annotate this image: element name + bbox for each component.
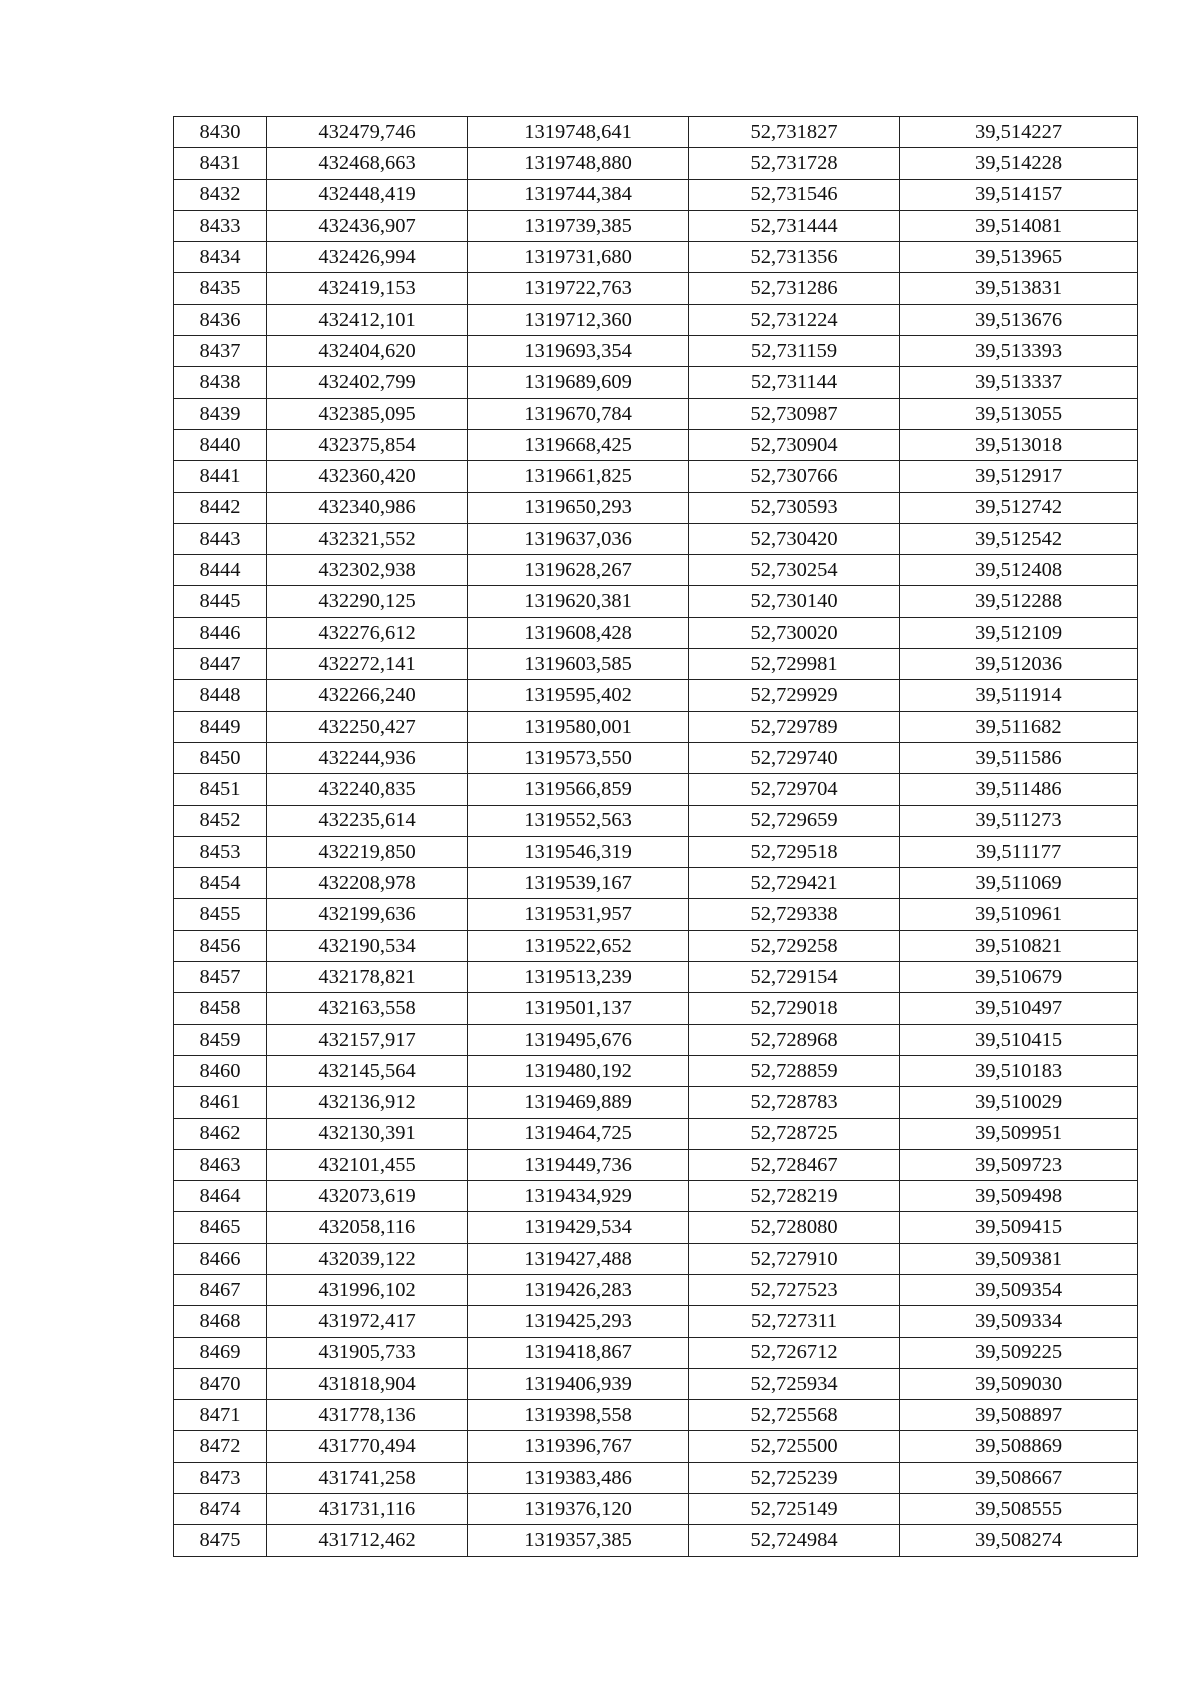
table-row — [174, 1181, 1138, 1212]
latitude-cell: 52,728080 — [689, 1212, 900, 1243]
y-coordinate-cell: 1319661,825 — [468, 461, 689, 492]
table-row — [174, 1212, 1138, 1243]
table-row — [174, 1337, 1138, 1368]
point-number-cell: 8448 — [174, 680, 267, 711]
latitude-cell: 52,729154 — [689, 962, 900, 993]
latitude-cell: 52,725500 — [689, 1431, 900, 1462]
point-number-cell: 8458 — [174, 993, 267, 1024]
longitude-cell: 39,510821 — [900, 930, 1138, 961]
x-coordinate-cell: 432240,835 — [267, 774, 468, 805]
y-coordinate-cell: 1319546,319 — [468, 836, 689, 867]
y-coordinate-cell: 1319464,725 — [468, 1118, 689, 1149]
x-coordinate-cell: 432190,534 — [267, 930, 468, 961]
point-number-cell: 8470 — [174, 1368, 267, 1399]
x-coordinate-cell: 432448,419 — [267, 179, 468, 210]
table-row — [174, 993, 1138, 1024]
table-row — [174, 336, 1138, 367]
point-number-cell: 8468 — [174, 1306, 267, 1337]
longitude-cell: 39,513018 — [900, 429, 1138, 460]
table-row — [174, 492, 1138, 523]
y-coordinate-cell: 1319469,889 — [468, 1087, 689, 1118]
longitude-cell: 39,512288 — [900, 586, 1138, 617]
longitude-cell: 39,510029 — [900, 1087, 1138, 1118]
y-coordinate-cell: 1319426,283 — [468, 1274, 689, 1305]
point-number-cell: 8461 — [174, 1087, 267, 1118]
longitude-cell: 39,511486 — [900, 774, 1138, 805]
x-coordinate-cell: 432250,427 — [267, 711, 468, 742]
x-coordinate-cell: 432073,619 — [267, 1181, 468, 1212]
point-number-cell: 8475 — [174, 1525, 267, 1556]
longitude-cell: 39,509723 — [900, 1149, 1138, 1180]
latitude-cell: 52,731728 — [689, 148, 900, 179]
table-row — [174, 273, 1138, 304]
longitude-cell: 39,508667 — [900, 1462, 1138, 1493]
latitude-cell: 52,729258 — [689, 930, 900, 961]
latitude-cell: 52,725568 — [689, 1400, 900, 1431]
x-coordinate-cell: 431741,258 — [267, 1462, 468, 1493]
longitude-cell: 39,513337 — [900, 367, 1138, 398]
table-row — [174, 899, 1138, 930]
x-coordinate-cell: 432290,125 — [267, 586, 468, 617]
latitude-cell: 52,728725 — [689, 1118, 900, 1149]
longitude-cell: 39,509225 — [900, 1337, 1138, 1368]
x-coordinate-cell: 432276,612 — [267, 617, 468, 648]
point-number-cell: 8474 — [174, 1494, 267, 1525]
table-row — [174, 117, 1138, 148]
y-coordinate-cell: 1319539,167 — [468, 868, 689, 899]
longitude-cell: 39,511069 — [900, 868, 1138, 899]
point-number-cell: 8430 — [174, 117, 267, 148]
latitude-cell: 52,728467 — [689, 1149, 900, 1180]
table-row — [174, 304, 1138, 335]
latitude-cell: 52,726712 — [689, 1337, 900, 1368]
latitude-cell: 52,729659 — [689, 805, 900, 836]
y-coordinate-cell: 1319406,939 — [468, 1368, 689, 1399]
x-coordinate-cell: 432058,116 — [267, 1212, 468, 1243]
longitude-cell: 39,512036 — [900, 649, 1138, 680]
latitude-cell: 52,727910 — [689, 1243, 900, 1274]
latitude-cell: 52,729518 — [689, 836, 900, 867]
y-coordinate-cell: 1319429,534 — [468, 1212, 689, 1243]
y-coordinate-cell: 1319693,354 — [468, 336, 689, 367]
y-coordinate-cell: 1319566,859 — [468, 774, 689, 805]
latitude-cell: 52,729981 — [689, 649, 900, 680]
longitude-cell: 39,509030 — [900, 1368, 1138, 1399]
longitude-cell: 39,512917 — [900, 461, 1138, 492]
longitude-cell: 39,508555 — [900, 1494, 1138, 1525]
y-coordinate-cell: 1319513,239 — [468, 962, 689, 993]
point-number-cell: 8431 — [174, 148, 267, 179]
point-number-cell: 8473 — [174, 1462, 267, 1493]
latitude-cell: 52,731159 — [689, 336, 900, 367]
point-number-cell: 8433 — [174, 210, 267, 241]
table-row — [174, 586, 1138, 617]
table-row — [174, 1494, 1138, 1525]
x-coordinate-cell: 432404,620 — [267, 336, 468, 367]
x-coordinate-cell: 432136,912 — [267, 1087, 468, 1118]
y-coordinate-cell: 1319650,293 — [468, 492, 689, 523]
table-row — [174, 1400, 1138, 1431]
y-coordinate-cell: 1319449,736 — [468, 1149, 689, 1180]
x-coordinate-cell: 432479,746 — [267, 117, 468, 148]
longitude-cell: 39,509498 — [900, 1181, 1138, 1212]
longitude-cell: 39,512109 — [900, 617, 1138, 648]
point-number-cell: 8445 — [174, 586, 267, 617]
table-row — [174, 868, 1138, 899]
table-row — [174, 680, 1138, 711]
point-number-cell: 8464 — [174, 1181, 267, 1212]
y-coordinate-cell: 1319739,385 — [468, 210, 689, 241]
latitude-cell: 52,730020 — [689, 617, 900, 648]
table-row — [174, 148, 1138, 179]
longitude-cell: 39,514081 — [900, 210, 1138, 241]
y-coordinate-cell: 1319722,763 — [468, 273, 689, 304]
latitude-cell: 52,731546 — [689, 179, 900, 210]
point-number-cell: 8453 — [174, 836, 267, 867]
latitude-cell: 52,727523 — [689, 1274, 900, 1305]
x-coordinate-cell: 432039,122 — [267, 1243, 468, 1274]
point-number-cell: 8442 — [174, 492, 267, 523]
latitude-cell: 52,730140 — [689, 586, 900, 617]
longitude-cell: 39,511914 — [900, 680, 1138, 711]
latitude-cell: 52,730987 — [689, 398, 900, 429]
table-row — [174, 711, 1138, 742]
y-coordinate-cell: 1319480,192 — [468, 1055, 689, 1086]
x-coordinate-cell: 432375,854 — [267, 429, 468, 460]
x-coordinate-cell: 432436,907 — [267, 210, 468, 241]
x-coordinate-cell: 432272,141 — [267, 649, 468, 680]
table-row — [174, 242, 1138, 273]
longitude-cell: 39,512742 — [900, 492, 1138, 523]
y-coordinate-cell: 1319383,486 — [468, 1462, 689, 1493]
table-row — [174, 210, 1138, 241]
point-number-cell: 8451 — [174, 774, 267, 805]
x-coordinate-cell: 432178,821 — [267, 962, 468, 993]
table-row — [174, 555, 1138, 586]
x-coordinate-cell: 432402,799 — [267, 367, 468, 398]
longitude-cell: 39,510497 — [900, 993, 1138, 1024]
x-coordinate-cell: 432426,994 — [267, 242, 468, 273]
y-coordinate-cell: 1319637,036 — [468, 523, 689, 554]
latitude-cell: 52,729018 — [689, 993, 900, 1024]
point-number-cell: 8446 — [174, 617, 267, 648]
point-number-cell: 8434 — [174, 242, 267, 273]
table-row — [174, 1274, 1138, 1305]
y-coordinate-cell: 1319573,550 — [468, 742, 689, 773]
x-coordinate-cell: 432130,391 — [267, 1118, 468, 1149]
x-coordinate-cell: 432412,101 — [267, 304, 468, 335]
x-coordinate-cell: 432340,986 — [267, 492, 468, 523]
longitude-cell: 39,508274 — [900, 1525, 1138, 1556]
point-number-cell: 8457 — [174, 962, 267, 993]
x-coordinate-cell: 431731,116 — [267, 1494, 468, 1525]
table-row — [174, 1368, 1138, 1399]
table-row — [174, 742, 1138, 773]
table-row — [174, 429, 1138, 460]
latitude-cell: 52,729421 — [689, 868, 900, 899]
x-coordinate-cell: 431770,494 — [267, 1431, 468, 1462]
longitude-cell: 39,509334 — [900, 1306, 1138, 1337]
latitude-cell: 52,728859 — [689, 1055, 900, 1086]
table-row — [174, 1525, 1138, 1556]
latitude-cell: 52,728219 — [689, 1181, 900, 1212]
point-number-cell: 8439 — [174, 398, 267, 429]
y-coordinate-cell: 1319434,929 — [468, 1181, 689, 1212]
point-number-cell: 8436 — [174, 304, 267, 335]
point-number-cell: 8465 — [174, 1212, 267, 1243]
longitude-cell: 39,513965 — [900, 242, 1138, 273]
latitude-cell: 52,730766 — [689, 461, 900, 492]
y-coordinate-cell: 1319357,385 — [468, 1525, 689, 1556]
x-coordinate-cell: 432208,978 — [267, 868, 468, 899]
x-coordinate-cell: 432157,917 — [267, 1024, 468, 1055]
y-coordinate-cell: 1319603,585 — [468, 649, 689, 680]
x-coordinate-cell: 432235,614 — [267, 805, 468, 836]
table-row — [174, 836, 1138, 867]
x-coordinate-cell: 432163,558 — [267, 993, 468, 1024]
y-coordinate-cell: 1319418,867 — [468, 1337, 689, 1368]
x-coordinate-cell: 431778,136 — [267, 1400, 468, 1431]
point-number-cell: 8432 — [174, 179, 267, 210]
table-row — [174, 1149, 1138, 1180]
table-row — [174, 962, 1138, 993]
x-coordinate-cell: 432468,663 — [267, 148, 468, 179]
point-number-cell: 8444 — [174, 555, 267, 586]
x-coordinate-cell: 431818,904 — [267, 1368, 468, 1399]
y-coordinate-cell: 1319552,563 — [468, 805, 689, 836]
latitude-cell: 52,725934 — [689, 1368, 900, 1399]
longitude-cell: 39,513055 — [900, 398, 1138, 429]
latitude-cell: 52,730904 — [689, 429, 900, 460]
point-number-cell: 8435 — [174, 273, 267, 304]
x-coordinate-cell: 432219,850 — [267, 836, 468, 867]
table-row — [174, 805, 1138, 836]
table-row — [174, 930, 1138, 961]
table-row — [174, 367, 1138, 398]
latitude-cell: 52,725149 — [689, 1494, 900, 1525]
table-row — [174, 774, 1138, 805]
y-coordinate-cell: 1319608,428 — [468, 617, 689, 648]
coordinates-table — [173, 116, 1138, 1557]
point-number-cell: 8438 — [174, 367, 267, 398]
latitude-cell: 52,731144 — [689, 367, 900, 398]
y-coordinate-cell: 1319425,293 — [468, 1306, 689, 1337]
point-number-cell: 8459 — [174, 1024, 267, 1055]
point-number-cell: 8455 — [174, 899, 267, 930]
longitude-cell: 39,511273 — [900, 805, 1138, 836]
point-number-cell: 8469 — [174, 1337, 267, 1368]
point-number-cell: 8471 — [174, 1400, 267, 1431]
latitude-cell: 52,730420 — [689, 523, 900, 554]
latitude-cell: 52,731827 — [689, 117, 900, 148]
coordinates-table-body — [174, 117, 1138, 1557]
point-number-cell: 8443 — [174, 523, 267, 554]
longitude-cell: 39,511586 — [900, 742, 1138, 773]
table-row — [174, 1243, 1138, 1274]
x-coordinate-cell: 432321,552 — [267, 523, 468, 554]
y-coordinate-cell: 1319712,360 — [468, 304, 689, 335]
latitude-cell: 52,731286 — [689, 273, 900, 304]
table-row — [174, 179, 1138, 210]
point-number-cell: 8447 — [174, 649, 267, 680]
y-coordinate-cell: 1319398,558 — [468, 1400, 689, 1431]
latitude-cell: 52,731444 — [689, 210, 900, 241]
longitude-cell: 39,513676 — [900, 304, 1138, 335]
latitude-cell: 52,729929 — [689, 680, 900, 711]
point-number-cell: 8466 — [174, 1243, 267, 1274]
y-coordinate-cell: 1319531,957 — [468, 899, 689, 930]
y-coordinate-cell: 1319595,402 — [468, 680, 689, 711]
y-coordinate-cell: 1319748,880 — [468, 148, 689, 179]
table-row — [174, 1087, 1138, 1118]
x-coordinate-cell: 432266,240 — [267, 680, 468, 711]
y-coordinate-cell: 1319501,137 — [468, 993, 689, 1024]
y-coordinate-cell: 1319670,784 — [468, 398, 689, 429]
point-number-cell: 8440 — [174, 429, 267, 460]
table-row — [174, 398, 1138, 429]
longitude-cell: 39,509415 — [900, 1212, 1138, 1243]
y-coordinate-cell: 1319620,381 — [468, 586, 689, 617]
x-coordinate-cell: 432419,153 — [267, 273, 468, 304]
longitude-cell: 39,509381 — [900, 1243, 1138, 1274]
table-row — [174, 1462, 1138, 1493]
point-number-cell: 8463 — [174, 1149, 267, 1180]
longitude-cell: 39,511177 — [900, 836, 1138, 867]
y-coordinate-cell: 1319689,609 — [468, 367, 689, 398]
latitude-cell: 52,724984 — [689, 1525, 900, 1556]
table-row — [174, 649, 1138, 680]
table-row — [174, 1431, 1138, 1462]
y-coordinate-cell: 1319522,652 — [468, 930, 689, 961]
y-coordinate-cell: 1319376,120 — [468, 1494, 689, 1525]
y-coordinate-cell: 1319731,680 — [468, 242, 689, 273]
table-row — [174, 1024, 1138, 1055]
x-coordinate-cell: 431972,417 — [267, 1306, 468, 1337]
table-row — [174, 1306, 1138, 1337]
y-coordinate-cell: 1319427,488 — [468, 1243, 689, 1274]
latitude-cell: 52,730254 — [689, 555, 900, 586]
point-number-cell: 8460 — [174, 1055, 267, 1086]
latitude-cell: 52,729338 — [689, 899, 900, 930]
latitude-cell: 52,725239 — [689, 1462, 900, 1493]
point-number-cell: 8467 — [174, 1274, 267, 1305]
x-coordinate-cell: 432145,564 — [267, 1055, 468, 1086]
x-coordinate-cell: 431712,462 — [267, 1525, 468, 1556]
longitude-cell: 39,509951 — [900, 1118, 1138, 1149]
point-number-cell: 8454 — [174, 868, 267, 899]
latitude-cell: 52,728783 — [689, 1087, 900, 1118]
longitude-cell: 39,510961 — [900, 899, 1138, 930]
point-number-cell: 8472 — [174, 1431, 267, 1462]
longitude-cell: 39,510415 — [900, 1024, 1138, 1055]
table-row — [174, 1055, 1138, 1086]
y-coordinate-cell: 1319580,001 — [468, 711, 689, 742]
longitude-cell: 39,508869 — [900, 1431, 1138, 1462]
x-coordinate-cell: 431905,733 — [267, 1337, 468, 1368]
x-coordinate-cell: 432385,095 — [267, 398, 468, 429]
y-coordinate-cell: 1319668,425 — [468, 429, 689, 460]
table-row — [174, 617, 1138, 648]
longitude-cell: 39,513831 — [900, 273, 1138, 304]
point-number-cell: 8450 — [174, 742, 267, 773]
latitude-cell: 52,729789 — [689, 711, 900, 742]
y-coordinate-cell: 1319396,767 — [468, 1431, 689, 1462]
x-coordinate-cell: 432199,636 — [267, 899, 468, 930]
y-coordinate-cell: 1319748,641 — [468, 117, 689, 148]
longitude-cell: 39,510679 — [900, 962, 1138, 993]
x-coordinate-cell: 432360,420 — [267, 461, 468, 492]
x-coordinate-cell: 432101,455 — [267, 1149, 468, 1180]
latitude-cell: 52,727311 — [689, 1306, 900, 1337]
latitude-cell: 52,731356 — [689, 242, 900, 273]
latitude-cell: 52,730593 — [689, 492, 900, 523]
point-number-cell: 8462 — [174, 1118, 267, 1149]
latitude-cell: 52,729740 — [689, 742, 900, 773]
longitude-cell: 39,513393 — [900, 336, 1138, 367]
longitude-cell: 39,512408 — [900, 555, 1138, 586]
point-number-cell: 8441 — [174, 461, 267, 492]
x-coordinate-cell: 432244,936 — [267, 742, 468, 773]
table-row — [174, 461, 1138, 492]
latitude-cell: 52,729704 — [689, 774, 900, 805]
point-number-cell: 8452 — [174, 805, 267, 836]
longitude-cell: 39,512542 — [900, 523, 1138, 554]
longitude-cell: 39,514157 — [900, 179, 1138, 210]
longitude-cell: 39,511682 — [900, 711, 1138, 742]
table-row — [174, 1118, 1138, 1149]
latitude-cell: 52,728968 — [689, 1024, 900, 1055]
longitude-cell: 39,509354 — [900, 1274, 1138, 1305]
y-coordinate-cell: 1319744,384 — [468, 179, 689, 210]
longitude-cell: 39,514228 — [900, 148, 1138, 179]
point-number-cell: 8437 — [174, 336, 267, 367]
longitude-cell: 39,508897 — [900, 1400, 1138, 1431]
y-coordinate-cell: 1319628,267 — [468, 555, 689, 586]
x-coordinate-cell: 431996,102 — [267, 1274, 468, 1305]
y-coordinate-cell: 1319495,676 — [468, 1024, 689, 1055]
x-coordinate-cell: 432302,938 — [267, 555, 468, 586]
table-row — [174, 523, 1138, 554]
longitude-cell: 39,514227 — [900, 117, 1138, 148]
point-number-cell: 8449 — [174, 711, 267, 742]
latitude-cell: 52,731224 — [689, 304, 900, 335]
longitude-cell: 39,510183 — [900, 1055, 1138, 1086]
point-number-cell: 8456 — [174, 930, 267, 961]
